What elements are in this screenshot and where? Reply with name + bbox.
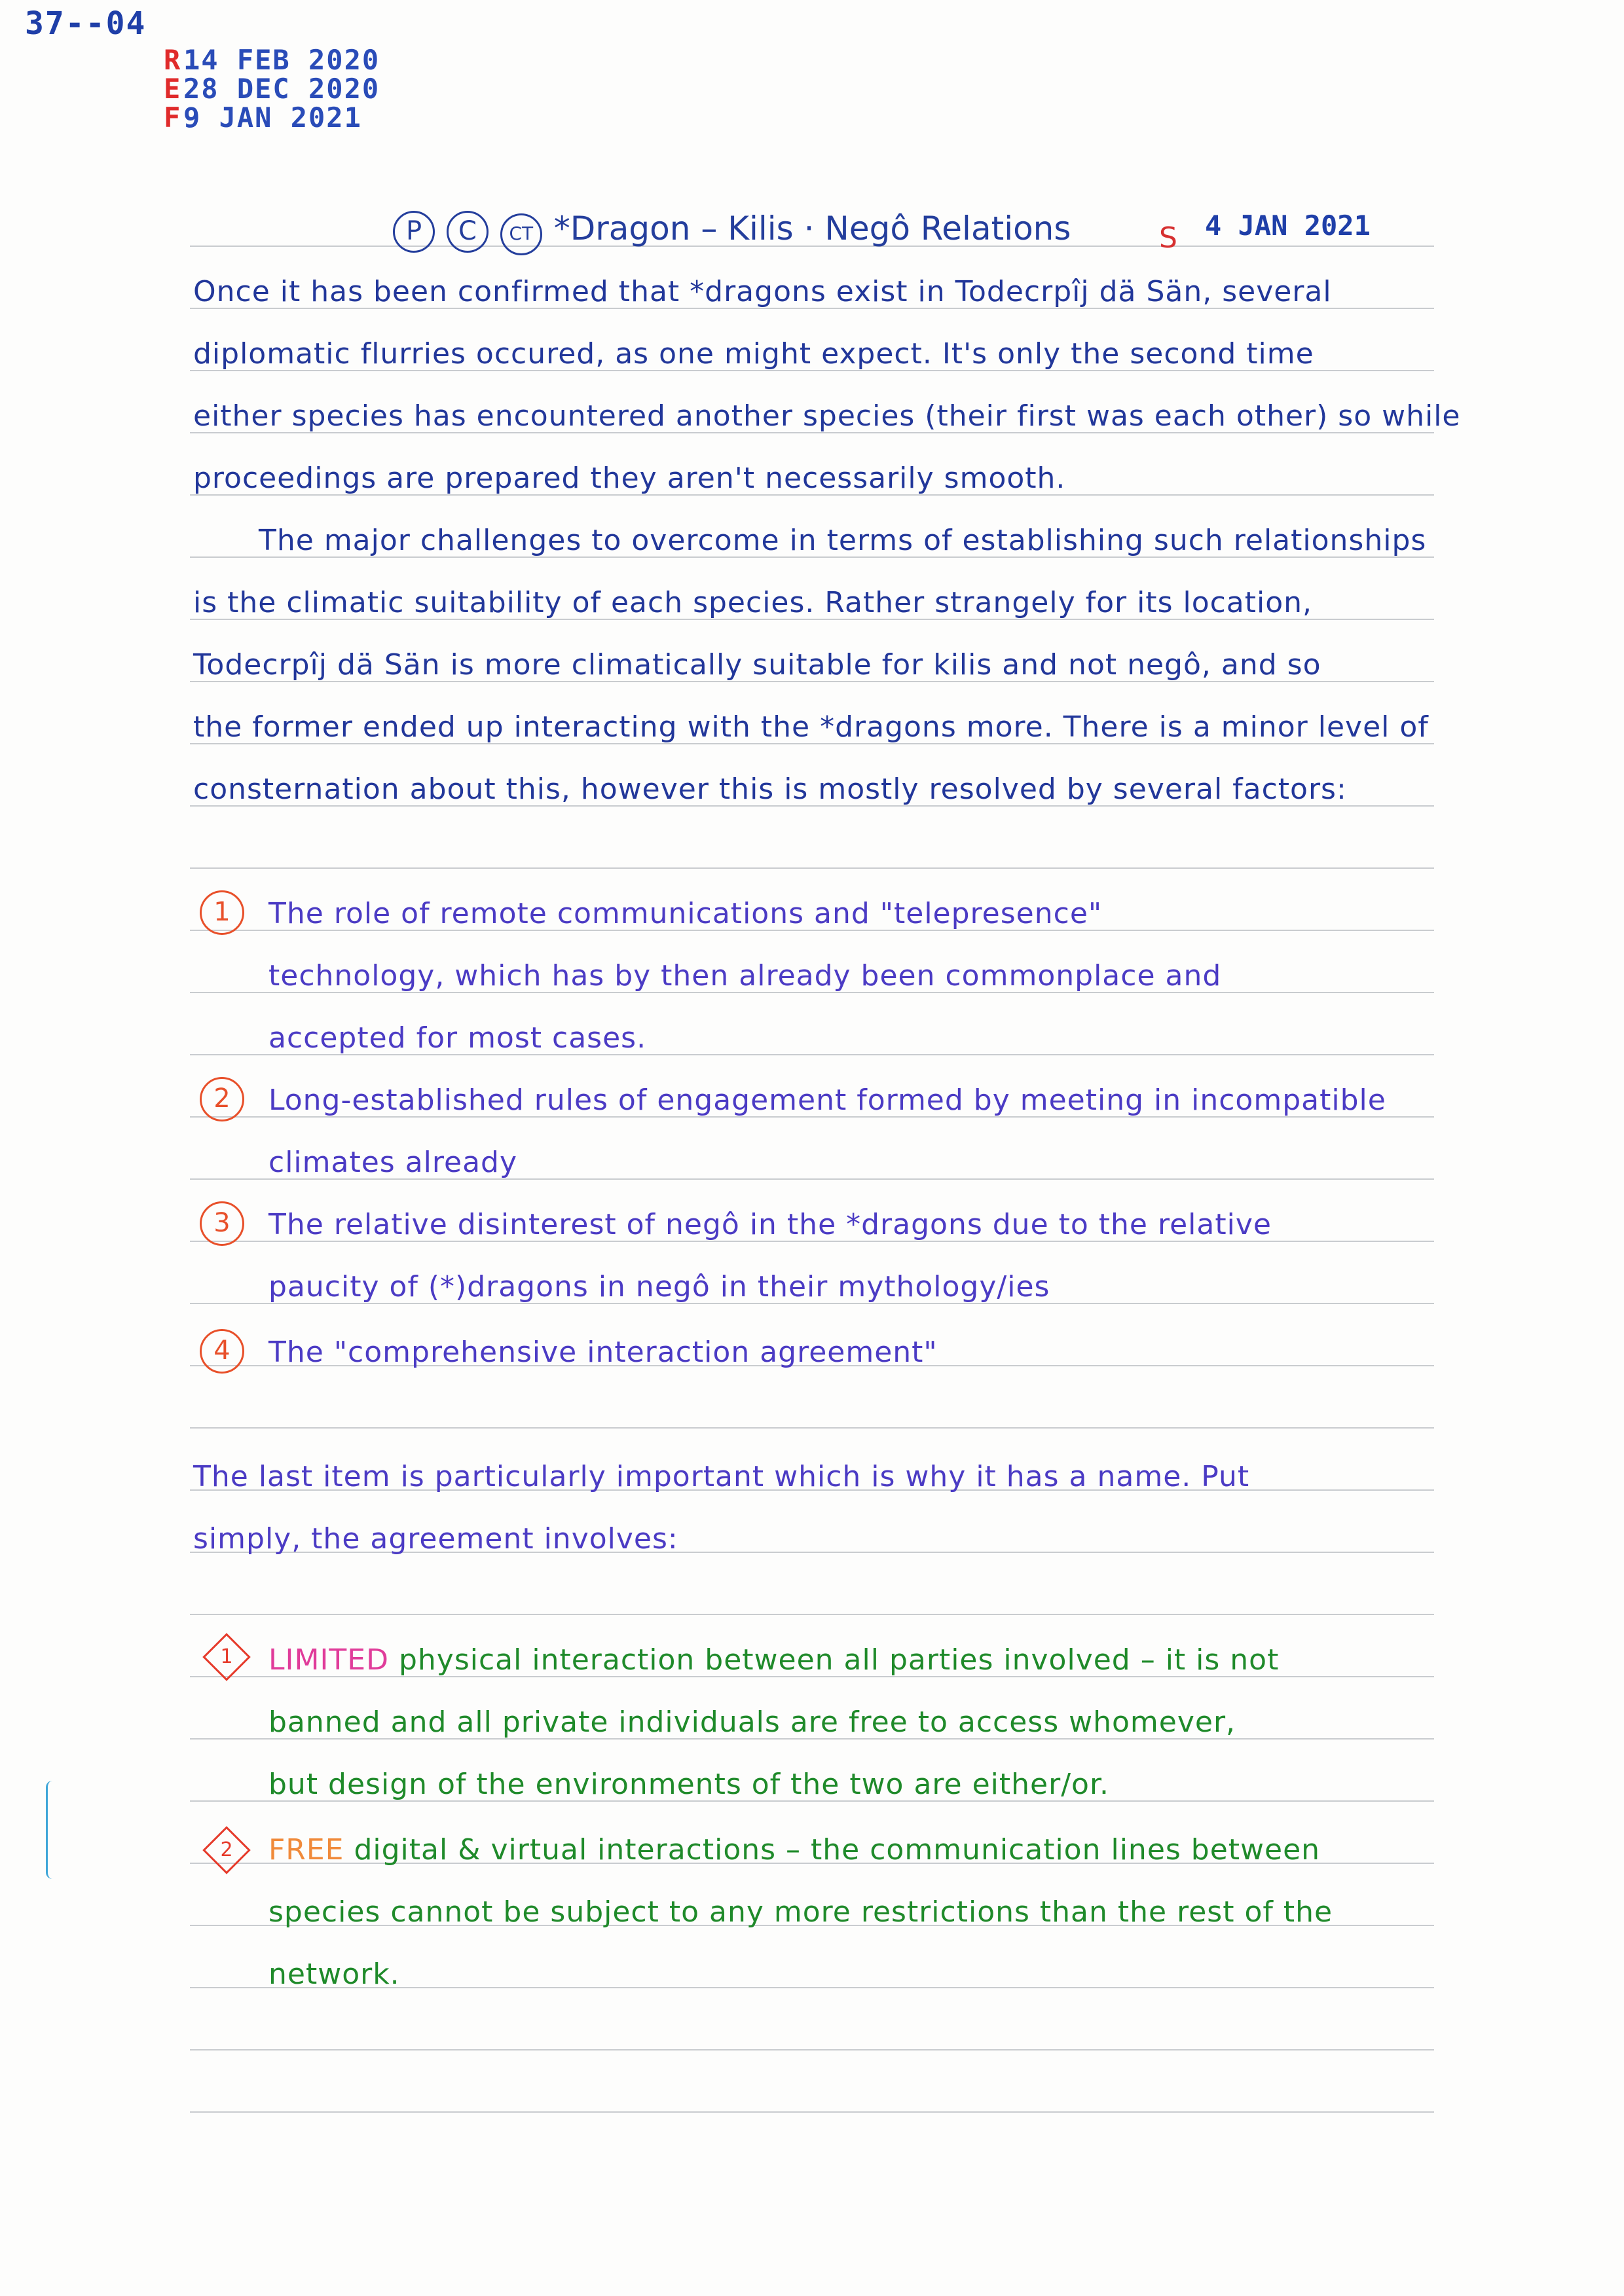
text-line: proceedings are prepared they aren't necessarily smooth. (193, 462, 1066, 495)
text-line: either species has encountered another species (their first was each other) so while (193, 399, 1461, 433)
stamp-r-letter: R (164, 44, 182, 76)
rule-line (190, 1614, 1434, 1615)
marker-p-circle: P (393, 211, 435, 253)
page-title (393, 210, 1071, 255)
agreement-line (268, 1643, 1279, 1677)
agreement-line: but design of the environments of the two are either/or. (268, 1768, 1109, 1801)
factor-line: The "comprehensive interaction agreement" (268, 1336, 938, 1369)
factor-line: The relative disinterest of negô in the *dragons due to the relative (268, 1208, 1272, 1241)
margin-bracket-mark (46, 1781, 60, 1879)
stamp-f-date: 9 JAN 2021 (183, 101, 362, 134)
title-s-mark: S (1159, 221, 1177, 255)
agreement-number: 2 (220, 1838, 233, 1861)
factor-line: Long-established rules of engagement formed by meeting in incompatible (268, 1084, 1386, 1117)
agreement-line: network. (268, 1958, 400, 1991)
factor-line: technology, which has by then already been commonplace and (268, 959, 1222, 993)
rule-line (190, 867, 1434, 869)
stamp-e-letter: E (164, 73, 182, 105)
rule-line (190, 1427, 1434, 1429)
factor-line: The role of remote communications and "telepresence" (268, 897, 1103, 930)
text-line: simply, the agreement involves: (193, 1522, 678, 1556)
text-line: the former ended up interacting with the *dragons more. There is a minor level of (193, 710, 1429, 744)
agreement-number-diamond (202, 1826, 251, 1874)
agreement-number-diamond (202, 1633, 251, 1681)
marker-c-circle: C (447, 211, 489, 253)
text-line: The last item is particularly important which is why it has a name. Put (193, 1460, 1250, 1493)
text-line: The major challenges to overcome in terms of establishing such relationships (259, 524, 1427, 557)
rule-line (190, 2049, 1434, 2050)
stamp-f (164, 103, 380, 132)
agreement-keyword: FREE (268, 1833, 344, 1867)
factor-line: climates already (268, 1146, 518, 1179)
agreement-text: physical interaction between all parties involved – it is not (389, 1643, 1280, 1677)
agreement-keyword: LIMITED (268, 1643, 389, 1677)
stamp-e-date: 28 DEC 2020 (183, 73, 380, 105)
agreement-line: banned and all private individuals are free to access whomever, (268, 1705, 1236, 1739)
title-date-stamp: 4 JAN 2021 (1205, 210, 1371, 242)
title-text: *Dragon – Kilis · Negô Relations (553, 210, 1071, 247)
factor-number-circle: 3 (200, 1201, 244, 1246)
text-line: Once it has been confirmed that *dragons exist in Todecrpîj dä Sän, several (193, 275, 1332, 308)
text-line: is the climatic suitability of each species. Rather strangely for its location, (193, 586, 1313, 619)
text-line: consternation about this, however this is mostly resolved by several factors: (193, 773, 1347, 806)
stamp-e (164, 75, 380, 103)
agreement-line (268, 1833, 1320, 1867)
agreement-number: 1 (220, 1645, 233, 1668)
factor-number-circle: 2 (200, 1077, 244, 1121)
factor-number-circle: 4 (200, 1329, 244, 1374)
stamp-r-date: 14 FEB 2020 (183, 44, 380, 76)
agreement-text: digital & virtual interactions – the communication lines between (344, 1833, 1321, 1867)
rule-line (190, 2111, 1434, 2113)
factor-line: accepted for most cases. (268, 1021, 647, 1055)
text-line: diplomatic flurries occured, as one might expect. It's only the second time (193, 337, 1314, 371)
stamp-code: 37--04 (25, 5, 147, 42)
text-line: Todecrpîj dä Sän is more climatically suitable for kilis and not negô, and so (193, 648, 1321, 682)
factor-line: paucity of (*)dragons in negô in their mythology/ies (268, 1270, 1050, 1303)
factor-number-circle: 1 (200, 890, 244, 935)
marker-ct-circle: CT (500, 213, 542, 255)
agreement-line: species cannot be subject to any more restrictions than the rest of the (268, 1895, 1333, 1929)
stamp-r (164, 46, 380, 75)
stamp-f-letter: F (164, 101, 182, 134)
date-stamps (164, 46, 380, 132)
